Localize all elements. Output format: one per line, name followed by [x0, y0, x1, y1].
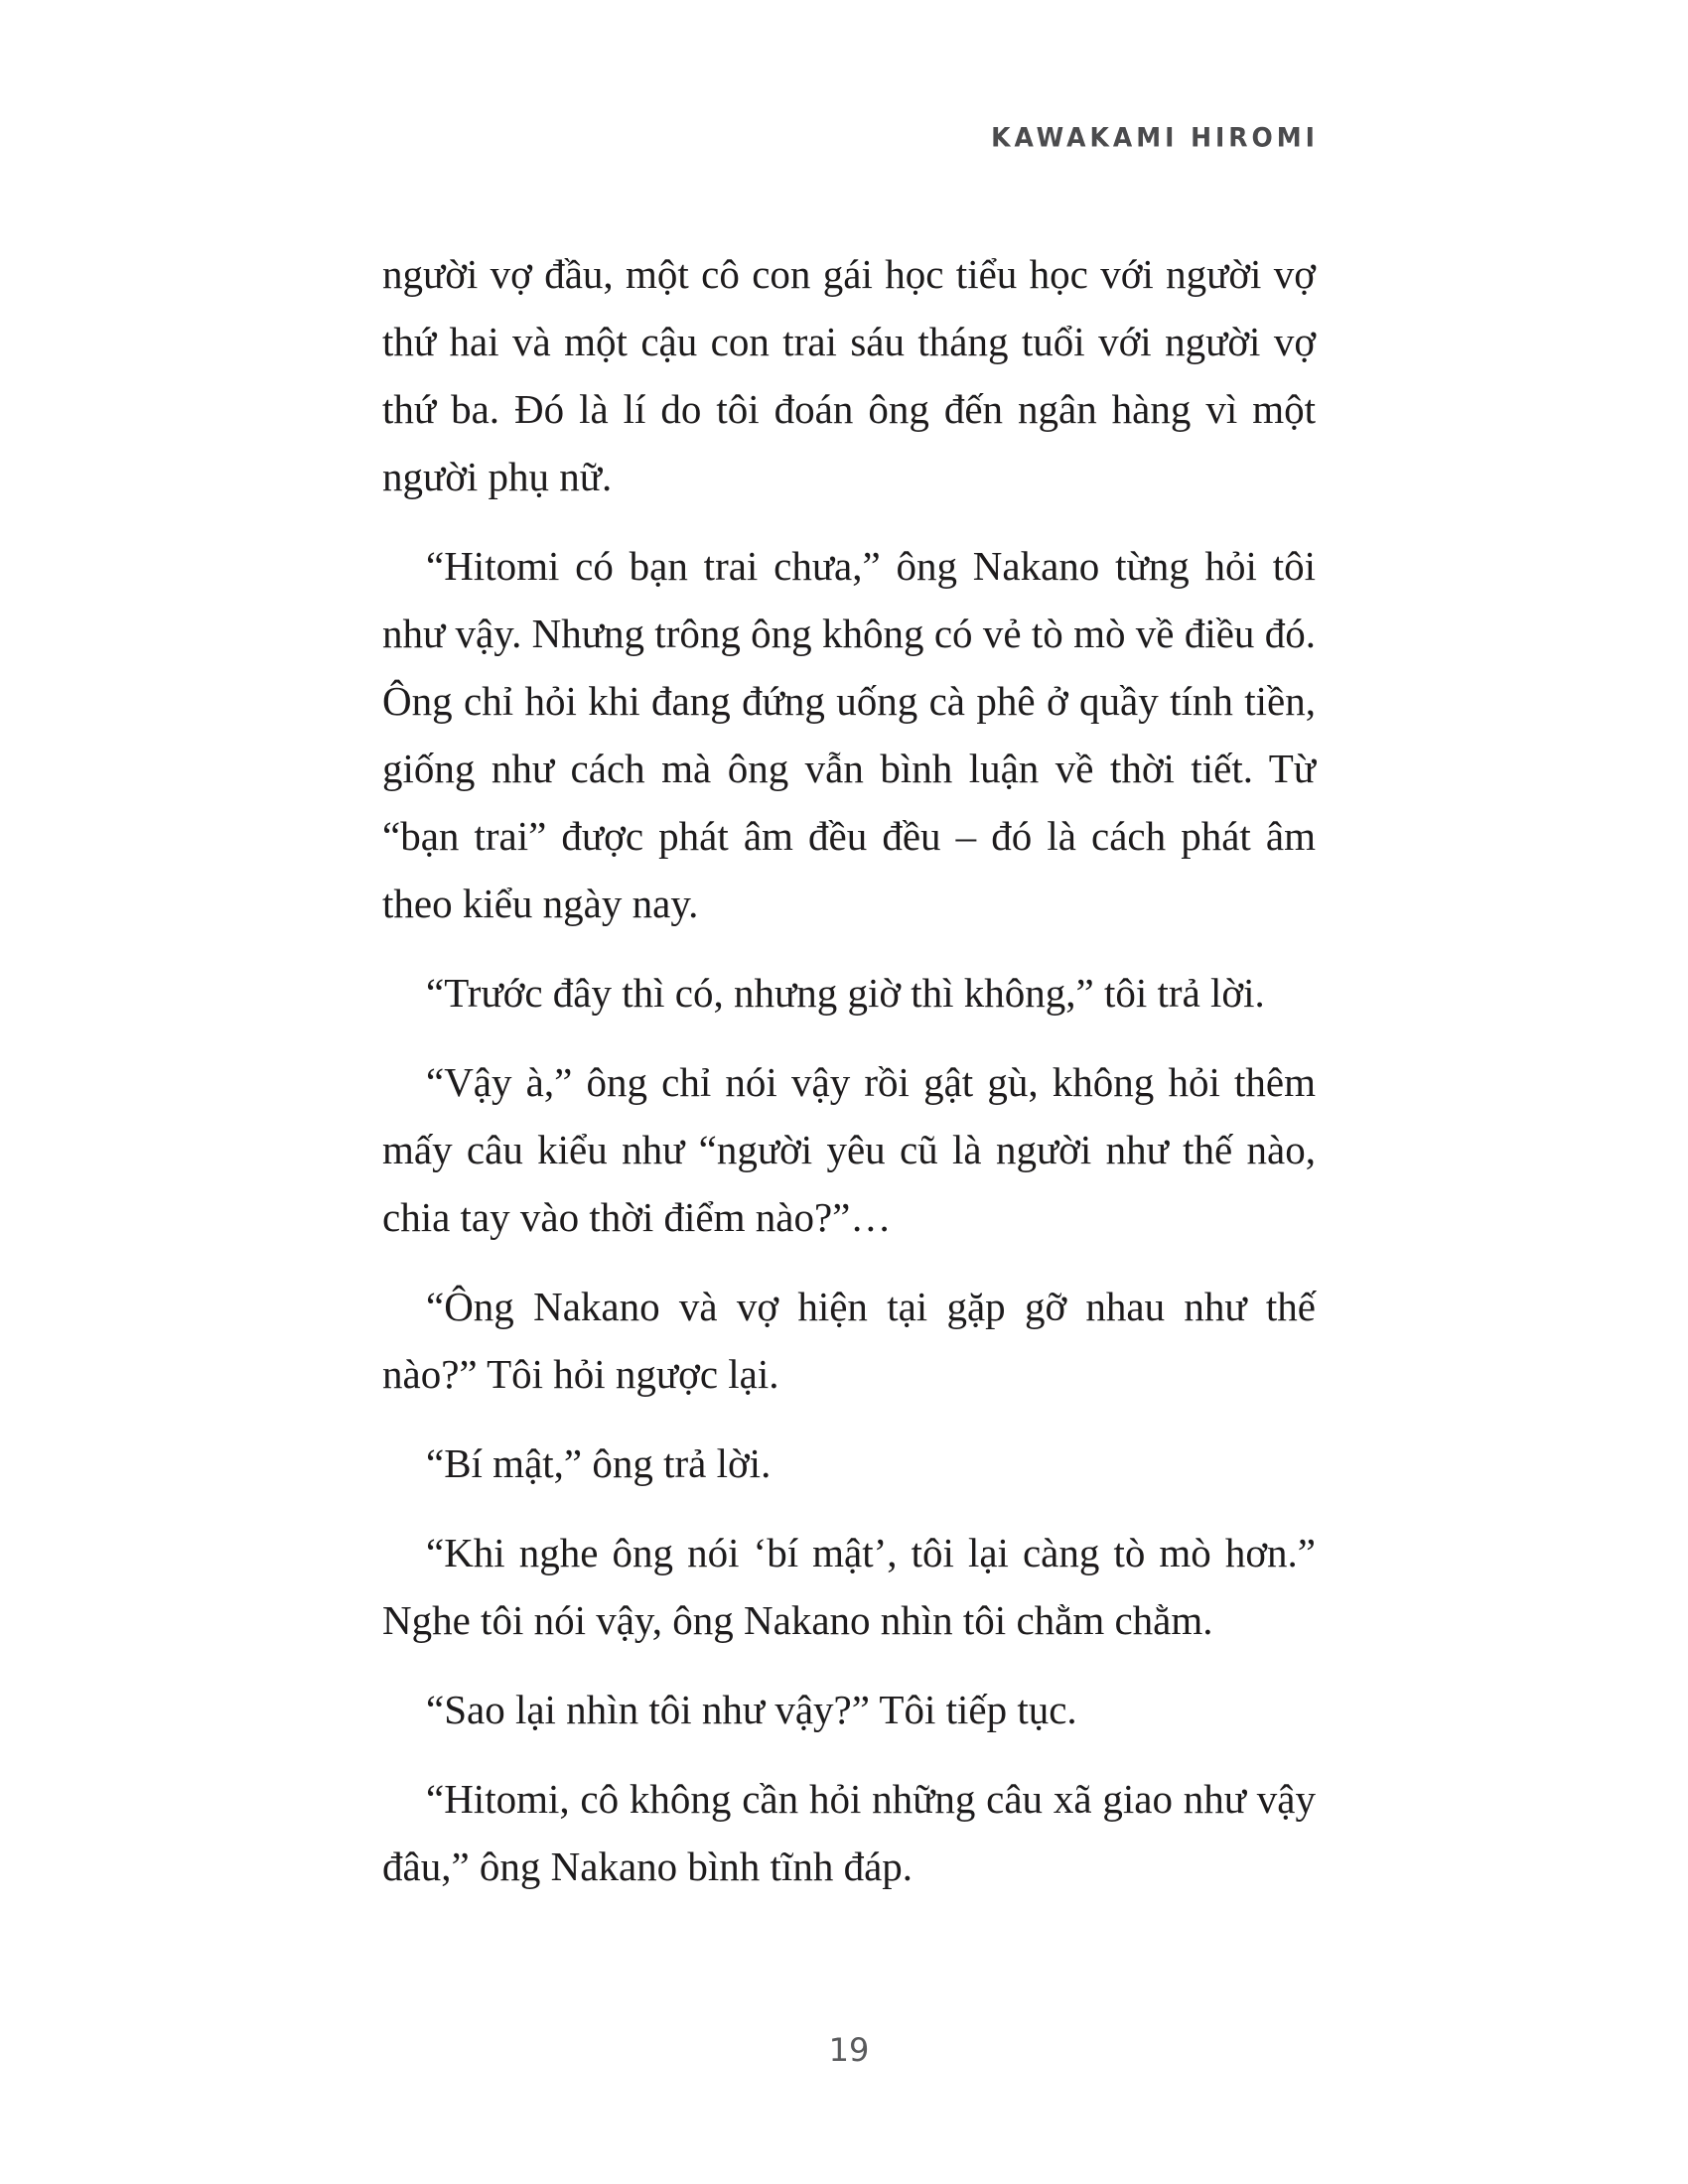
running-head-author: KAWAKAMI HIROMI — [991, 121, 1319, 154]
paragraph: “Sao lại nhìn tôi như vậy?” Tôi tiếp tục. — [426, 1687, 1077, 1732]
paragraph: “Khi nghe ông nói ‘bí mật’, tôi lại càng tò mò hơn.” Nghe tôi nói vậy, ông Nakano nhìn tôi chằm chằm. — [382, 1530, 1316, 1643]
paragraph: “Bí mật,” ông trả lời. — [426, 1440, 772, 1486]
paragraph: “Hitomi có bạn trai chưa,” ông Nakano từng hỏi tôi như vậy. Nhưng trông ông không có vẻ tò mò về điều đó. Ông chỉ hỏi khi đang đứng uống cà phê ở quầy tính tiền, giống như cách mà ông vẫn bình luận về thời tiết. Từ “bạn trai” được phát âm đều đều – đó là cách phát âm theo kiểu ngày nay. — [382, 543, 1316, 926]
body-text-block — [382, 240, 1316, 1922]
paragraph: “Vậy à,” ông chỉ nói vậy rồi gật gù, không hỏi thêm mấy câu kiểu như “người yêu cũ là người như thế nào, chia tay vào thời điểm nào?”… — [382, 1059, 1316, 1240]
paragraph: “Hitomi, cô không cần hỏi những câu xã giao như vậy đâu,” ông Nakano bình tĩnh đáp. — [382, 1776, 1316, 1889]
paragraph: “Ông Nakano và vợ hiện tại gặp gỡ nhau như thế nào?” Tôi hỏi ngược lại. — [382, 1284, 1316, 1397]
paragraph: người vợ đầu, một cô con gái học tiểu học với người vợ thứ hai và một cậu con trai sáu tháng tuổi với người vợ thứ ba. Đó là lí do tôi đoán ông đến ngân hàng vì một người phụ nữ. — [382, 251, 1316, 499]
page-number: 19 — [828, 2031, 870, 2069]
paragraph: “Trước đây thì có, nhưng giờ thì không,” tôi trả lời. — [426, 970, 1265, 1016]
